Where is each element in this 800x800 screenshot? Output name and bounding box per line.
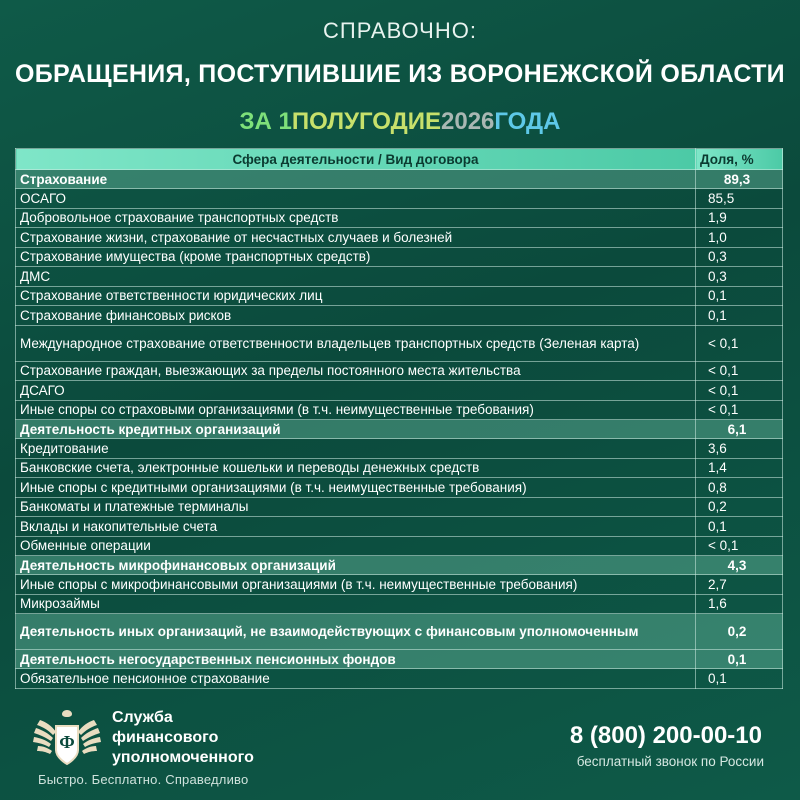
section-row [16, 556, 783, 575]
eagle-emblem-icon [30, 706, 104, 772]
org-name-line-1: Служба [112, 709, 173, 726]
row-share-value: 0,1 [696, 650, 783, 669]
table-row [16, 208, 783, 228]
org-name-line-2: финансового [112, 729, 219, 746]
slogan-text: Быстро. Бесплатно. Справедливо [38, 772, 249, 787]
row-share-value: 0,1 [696, 306, 783, 326]
table-row [16, 536, 783, 556]
row-label: Банковские счета, электронные кошельки и переводы денежных средств [16, 458, 696, 478]
table-row [16, 228, 783, 248]
org-name [112, 708, 254, 768]
row-label: Страхование имущества (кроме транспортных средств) [16, 247, 696, 267]
row-share-value: 1,9 [696, 208, 783, 228]
period-part-1: ЗА 1 [239, 108, 292, 135]
row-share-value: 1,0 [696, 228, 783, 248]
row-share-value: 0,8 [696, 478, 783, 498]
row-label: Иные споры с микрофинансовыми организациями (в т.ч. неимущественные требования) [16, 575, 696, 595]
row-share-value: 0,1 [696, 286, 783, 306]
hotline-phone[interactable]: 8 (800) 200-00-10 [569, 722, 762, 749]
row-share-value: 6,1 [696, 420, 783, 439]
column-header-share: Доля, % [696, 149, 783, 170]
table-header-row [16, 149, 783, 170]
table-row [16, 669, 783, 689]
org-name-line-3: уполномоченного [112, 749, 254, 766]
period-part-4: ГОДА [494, 108, 561, 135]
period-part-3: 2026 [441, 108, 495, 135]
table-row [16, 517, 783, 537]
row-label: Международное страхование ответственности владельцев транспортных средств (Зеленая карта) [16, 325, 696, 361]
period-part-2: ПОЛУГОДИЕ [291, 108, 441, 135]
table-body [16, 170, 783, 689]
row-label: Добровольное страхование транспортных средств [16, 208, 696, 228]
row-share-value: 89,3 [696, 170, 783, 189]
row-share-value: 0,1 [696, 669, 783, 689]
row-share-value: 0,3 [696, 267, 783, 287]
row-label: ДМС [16, 267, 696, 287]
table-row [16, 478, 783, 498]
row-share-value: 0,2 [696, 497, 783, 517]
row-label: Страхование жизни, страхование от несчастных случаев и болезней [16, 228, 696, 248]
row-label: Вклады и накопительные счета [16, 517, 696, 537]
row-label: Обязательное пенсионное страхование [16, 669, 696, 689]
row-share-value: 0,3 [696, 247, 783, 267]
row-share-value: < 0,1 [696, 400, 783, 420]
column-header-area: Сфера деятельности / Вид договора [16, 149, 696, 170]
table-row [16, 439, 783, 459]
hotline-note: бесплатный звонок по России [576, 754, 764, 769]
kicker-text: СПРАВОЧНО: [323, 18, 477, 43]
row-label: ДСАГО [16, 381, 696, 401]
table-row [16, 400, 783, 420]
svg-text:Ф: Ф [59, 732, 75, 752]
table-row [16, 458, 783, 478]
row-label: Деятельность негосударственных пенсионных фондов [16, 650, 696, 669]
section-row [16, 614, 783, 650]
row-share-value: 1,6 [696, 594, 783, 614]
table-row [16, 381, 783, 401]
row-share-value: 4,3 [696, 556, 783, 575]
table-row [16, 247, 783, 267]
row-share-value: < 0,1 [696, 536, 783, 556]
table-row [16, 594, 783, 614]
row-label: Деятельность кредитных организаций [16, 420, 696, 439]
row-label: Микрозаймы [16, 594, 696, 614]
table-row [16, 497, 783, 517]
appeals-table [15, 148, 783, 689]
row-share-value: < 0,1 [696, 361, 783, 381]
table-row [16, 575, 783, 595]
table-row [16, 267, 783, 287]
row-share-value: 85,5 [696, 189, 783, 209]
table-row [16, 306, 783, 326]
row-label: Кредитование [16, 439, 696, 459]
row-label: Страхование [16, 170, 696, 189]
table-row [16, 325, 783, 361]
row-label: Деятельность микрофинансовых организаций [16, 556, 696, 575]
table-row [16, 286, 783, 306]
row-label: ОСАГО [16, 189, 696, 209]
page-title: ОБРАЩЕНИЯ, ПОСТУПИВШИЕ ИЗ ВОРОНЕЖСКОЙ ОБЛАСТИ [15, 60, 785, 88]
row-share-value: 0,2 [696, 614, 783, 650]
row-label: Иные споры со страховыми организациями (в т.ч. неимущественные требования) [16, 400, 696, 420]
row-share-value: 2,7 [696, 575, 783, 595]
row-share-value: 3,6 [696, 439, 783, 459]
table-row [16, 361, 783, 381]
period-subtitle [0, 108, 800, 136]
row-share-value: < 0,1 [696, 325, 783, 361]
row-label: Иные споры с кредитными организациями (в т.ч. неимущественные требования) [16, 478, 696, 498]
section-row [16, 650, 783, 669]
row-label: Страхование финансовых рисков [16, 306, 696, 326]
row-share-value: 0,1 [696, 517, 783, 537]
row-share-value: < 0,1 [696, 381, 783, 401]
row-label: Страхование граждан, выезжающих за пределы постоянного места жительства [16, 361, 696, 381]
table-row [16, 189, 783, 209]
section-row [16, 420, 783, 439]
row-label: Деятельность иных организаций, не взаимодействующих с финансовым уполномоченным [16, 614, 696, 650]
row-label: Банкоматы и платежные терминалы [16, 497, 696, 517]
row-share-value: 1,4 [696, 458, 783, 478]
row-label: Обменные операции [16, 536, 696, 556]
row-label: Страхование ответственности юридических лиц [16, 286, 696, 306]
section-row [16, 170, 783, 189]
